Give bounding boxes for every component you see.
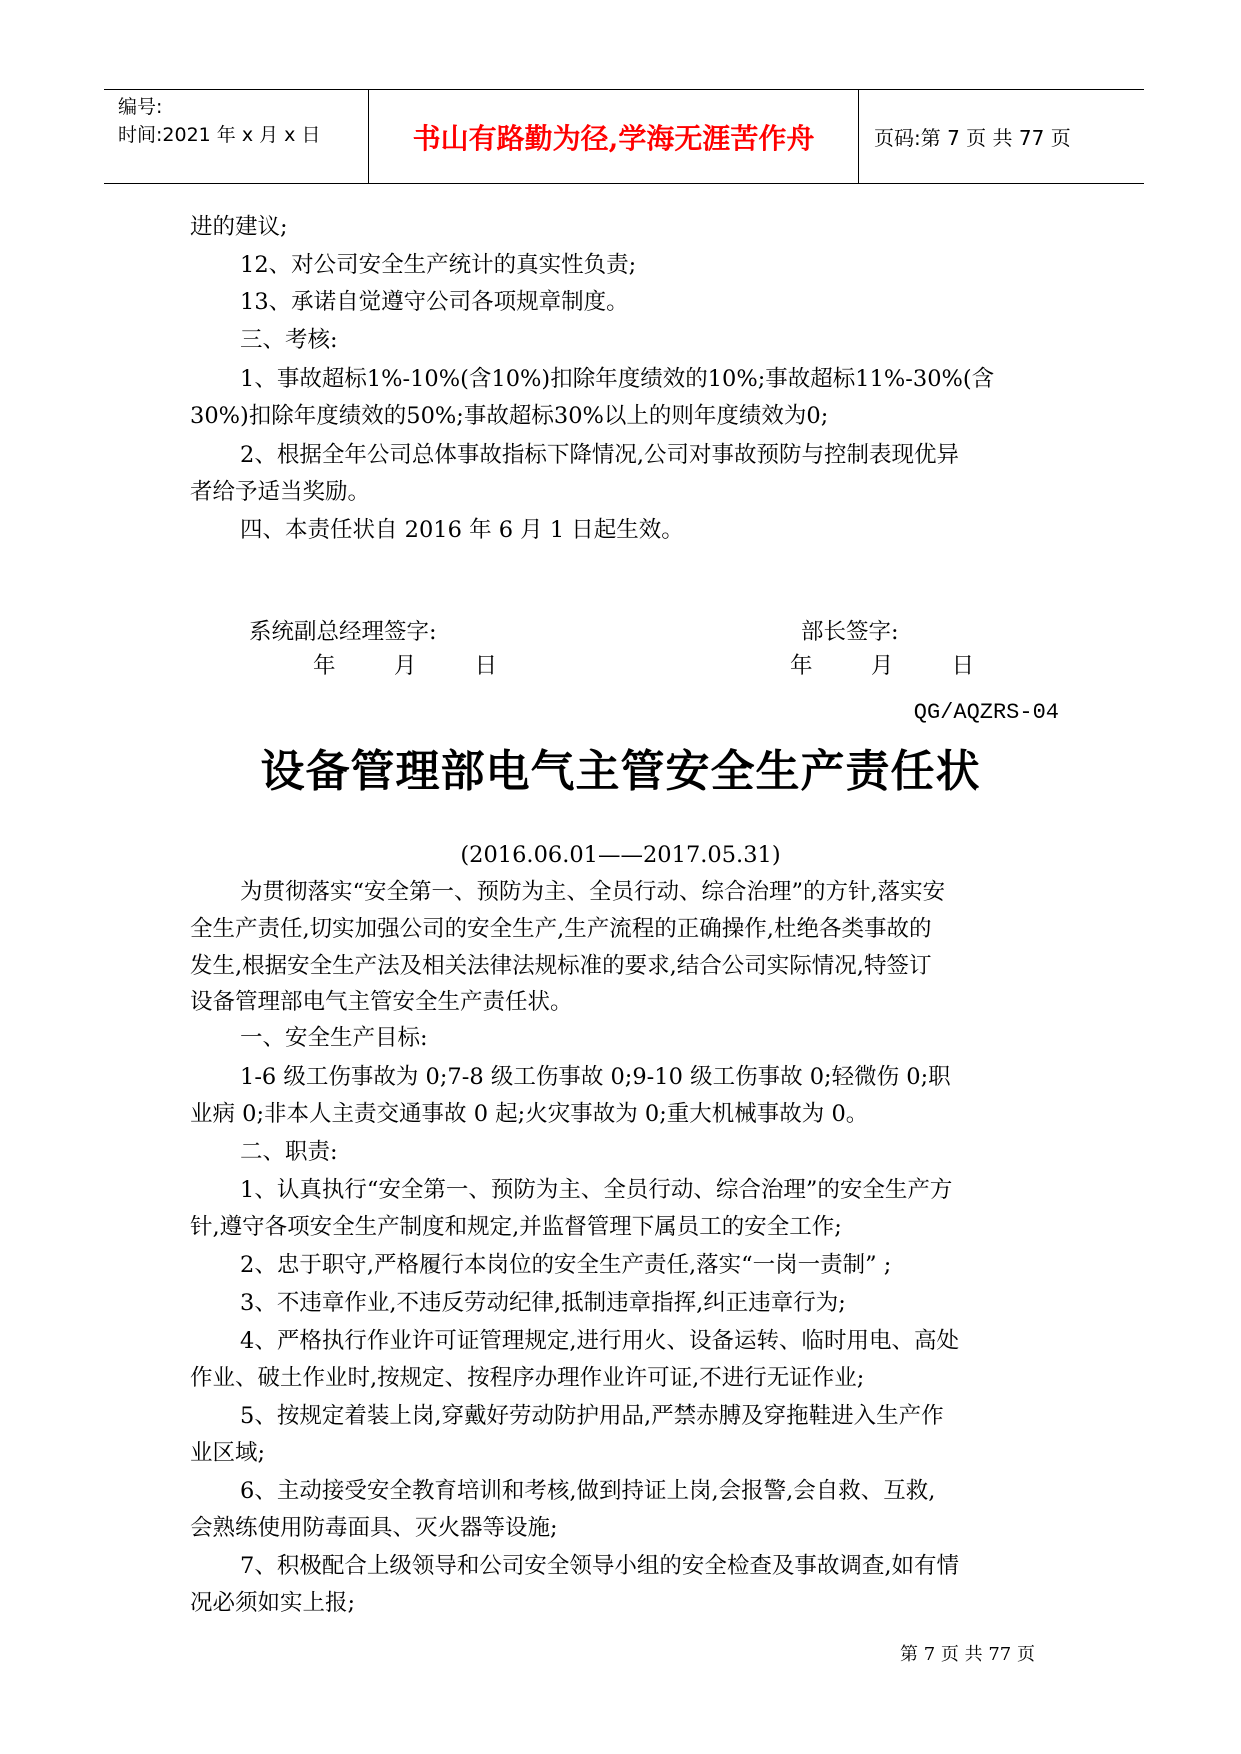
text-line: 5、按规定着装上岗,穿戴好劳动防护用品,严禁赤膊及穿拖鞋进入生产作 [240, 1403, 944, 1429]
text-line: 为贯彻落实“安全第一、预防为主、全员行动、综合治理”的方针,落实安 [240, 879, 946, 905]
day-label: 日 [951, 653, 975, 679]
signature-date-left [313, 648, 497, 680]
document-time-label: 时间:2021 年 x 月 x 日 [118, 124, 321, 146]
section-heading: 三、考核: [240, 327, 338, 353]
text-line: 业区域; [190, 1440, 266, 1466]
page-footer: 第 7 页 共 77 页 [900, 1644, 1035, 1665]
section-heading: 一、安全生产目标: [240, 1025, 428, 1051]
text-line: 1-6 级工伤事故为 0;7-8 级工伤事故 0;9-10 级工伤事故 0;轻微伤 0;职 [240, 1064, 951, 1090]
signature-date-right [790, 648, 974, 680]
text-line: 1、事故超标1%-10%(含10%)扣除年度绩效的10%;事故超标11%-30%(含 [240, 366, 995, 392]
text-line: 2、根据全年公司总体事故指标下降情况,公司对事故预防与控制表现优异 [240, 442, 959, 468]
text-line: 者给予适当奖励。 [190, 479, 371, 505]
text-line: 进的建议; [190, 214, 288, 240]
header-page-info: 页码:第 7 页 共 77 页 [874, 126, 1071, 150]
document-number-label: 编号: [118, 96, 163, 118]
month-label: 月 [393, 653, 417, 679]
text-line: 13、承诺自觉遵守公司各项规章制度。 [240, 289, 629, 315]
text-line: 会熟练使用防毒面具、灭火器等设施; [190, 1515, 558, 1541]
text-line: 3、不违章作业,不违反劳动纪律,抵制违章指挥,纠正违章行为; [240, 1290, 846, 1316]
text-line: 发生,根据安全生产法及相关法律法规标准的要求,结合公司实际情况,特签订 [190, 953, 932, 979]
document-title: 设备管理部电气主管安全生产责任状 [260, 746, 981, 797]
text-line: 30%)扣除年度绩效的50%;事故超标30%以上的则年度绩效为0; [190, 403, 829, 429]
year-label: 年 [790, 653, 813, 679]
text-line: 况必须如实上报; [190, 1590, 356, 1616]
day-label: 日 [474, 653, 498, 679]
document-id: QG/AQZRS-04 [913, 700, 1059, 725]
text-line: 7、积极配合上级领导和公司安全领导小组的安全检查及事故调查,如有情 [240, 1553, 959, 1579]
header-motto: 书山有路勤为径,学海无涯苦作舟 [412, 121, 815, 155]
text-line: 12、对公司安全生产统计的真实性负责; [240, 252, 637, 278]
text-line: 四、本责任状自 2016 年 6 月 1 日起生效。 [240, 517, 684, 543]
text-line: 2、忠于职守,严格履行本岗位的安全生产责任,落实“一岗一责制” ; [240, 1252, 892, 1278]
text-line: 4、严格执行作业许可证管理规定,进行用火、设备运转、临时用电、高处 [240, 1328, 959, 1354]
section-heading: 二、职责: [240, 1139, 338, 1165]
year-label: 年 [313, 653, 336, 679]
month-label: 月 [870, 653, 894, 679]
signature-label-left: 系统副总经理签字: [249, 619, 437, 645]
text-line: 6、主动接受安全教育培训和考核,做到持证上岗,会报警,会自救、互救, [240, 1478, 936, 1504]
signature-label-right: 部长签字: [801, 619, 899, 645]
text-line: 设备管理部电气主管安全生产责任状。 [190, 989, 573, 1015]
page-header [104, 89, 1144, 184]
text-line: 全生产责任,切实加强公司的安全生产,生产流程的正确操作,杜绝各类事故的 [190, 916, 932, 942]
text-line: 作业、破土作业时,按规定、按程序办理作业许可证,不进行无证作业; [190, 1365, 865, 1391]
text-line: 1、认真执行“安全第一、预防为主、全员行动、综合治理”的安全生产方 [240, 1177, 953, 1203]
header-divider [858, 90, 859, 183]
text-line: 针,遵守各项安全生产制度和规定,并监督管理下属员工的安全工作; [190, 1214, 842, 1240]
document-period: (2016.06.01——2017.05.31) [460, 842, 781, 868]
text-line: 业病 0;非本人主责交通事故 0 起;火灾事故为 0;重大机械事故为 0。 [190, 1101, 869, 1127]
